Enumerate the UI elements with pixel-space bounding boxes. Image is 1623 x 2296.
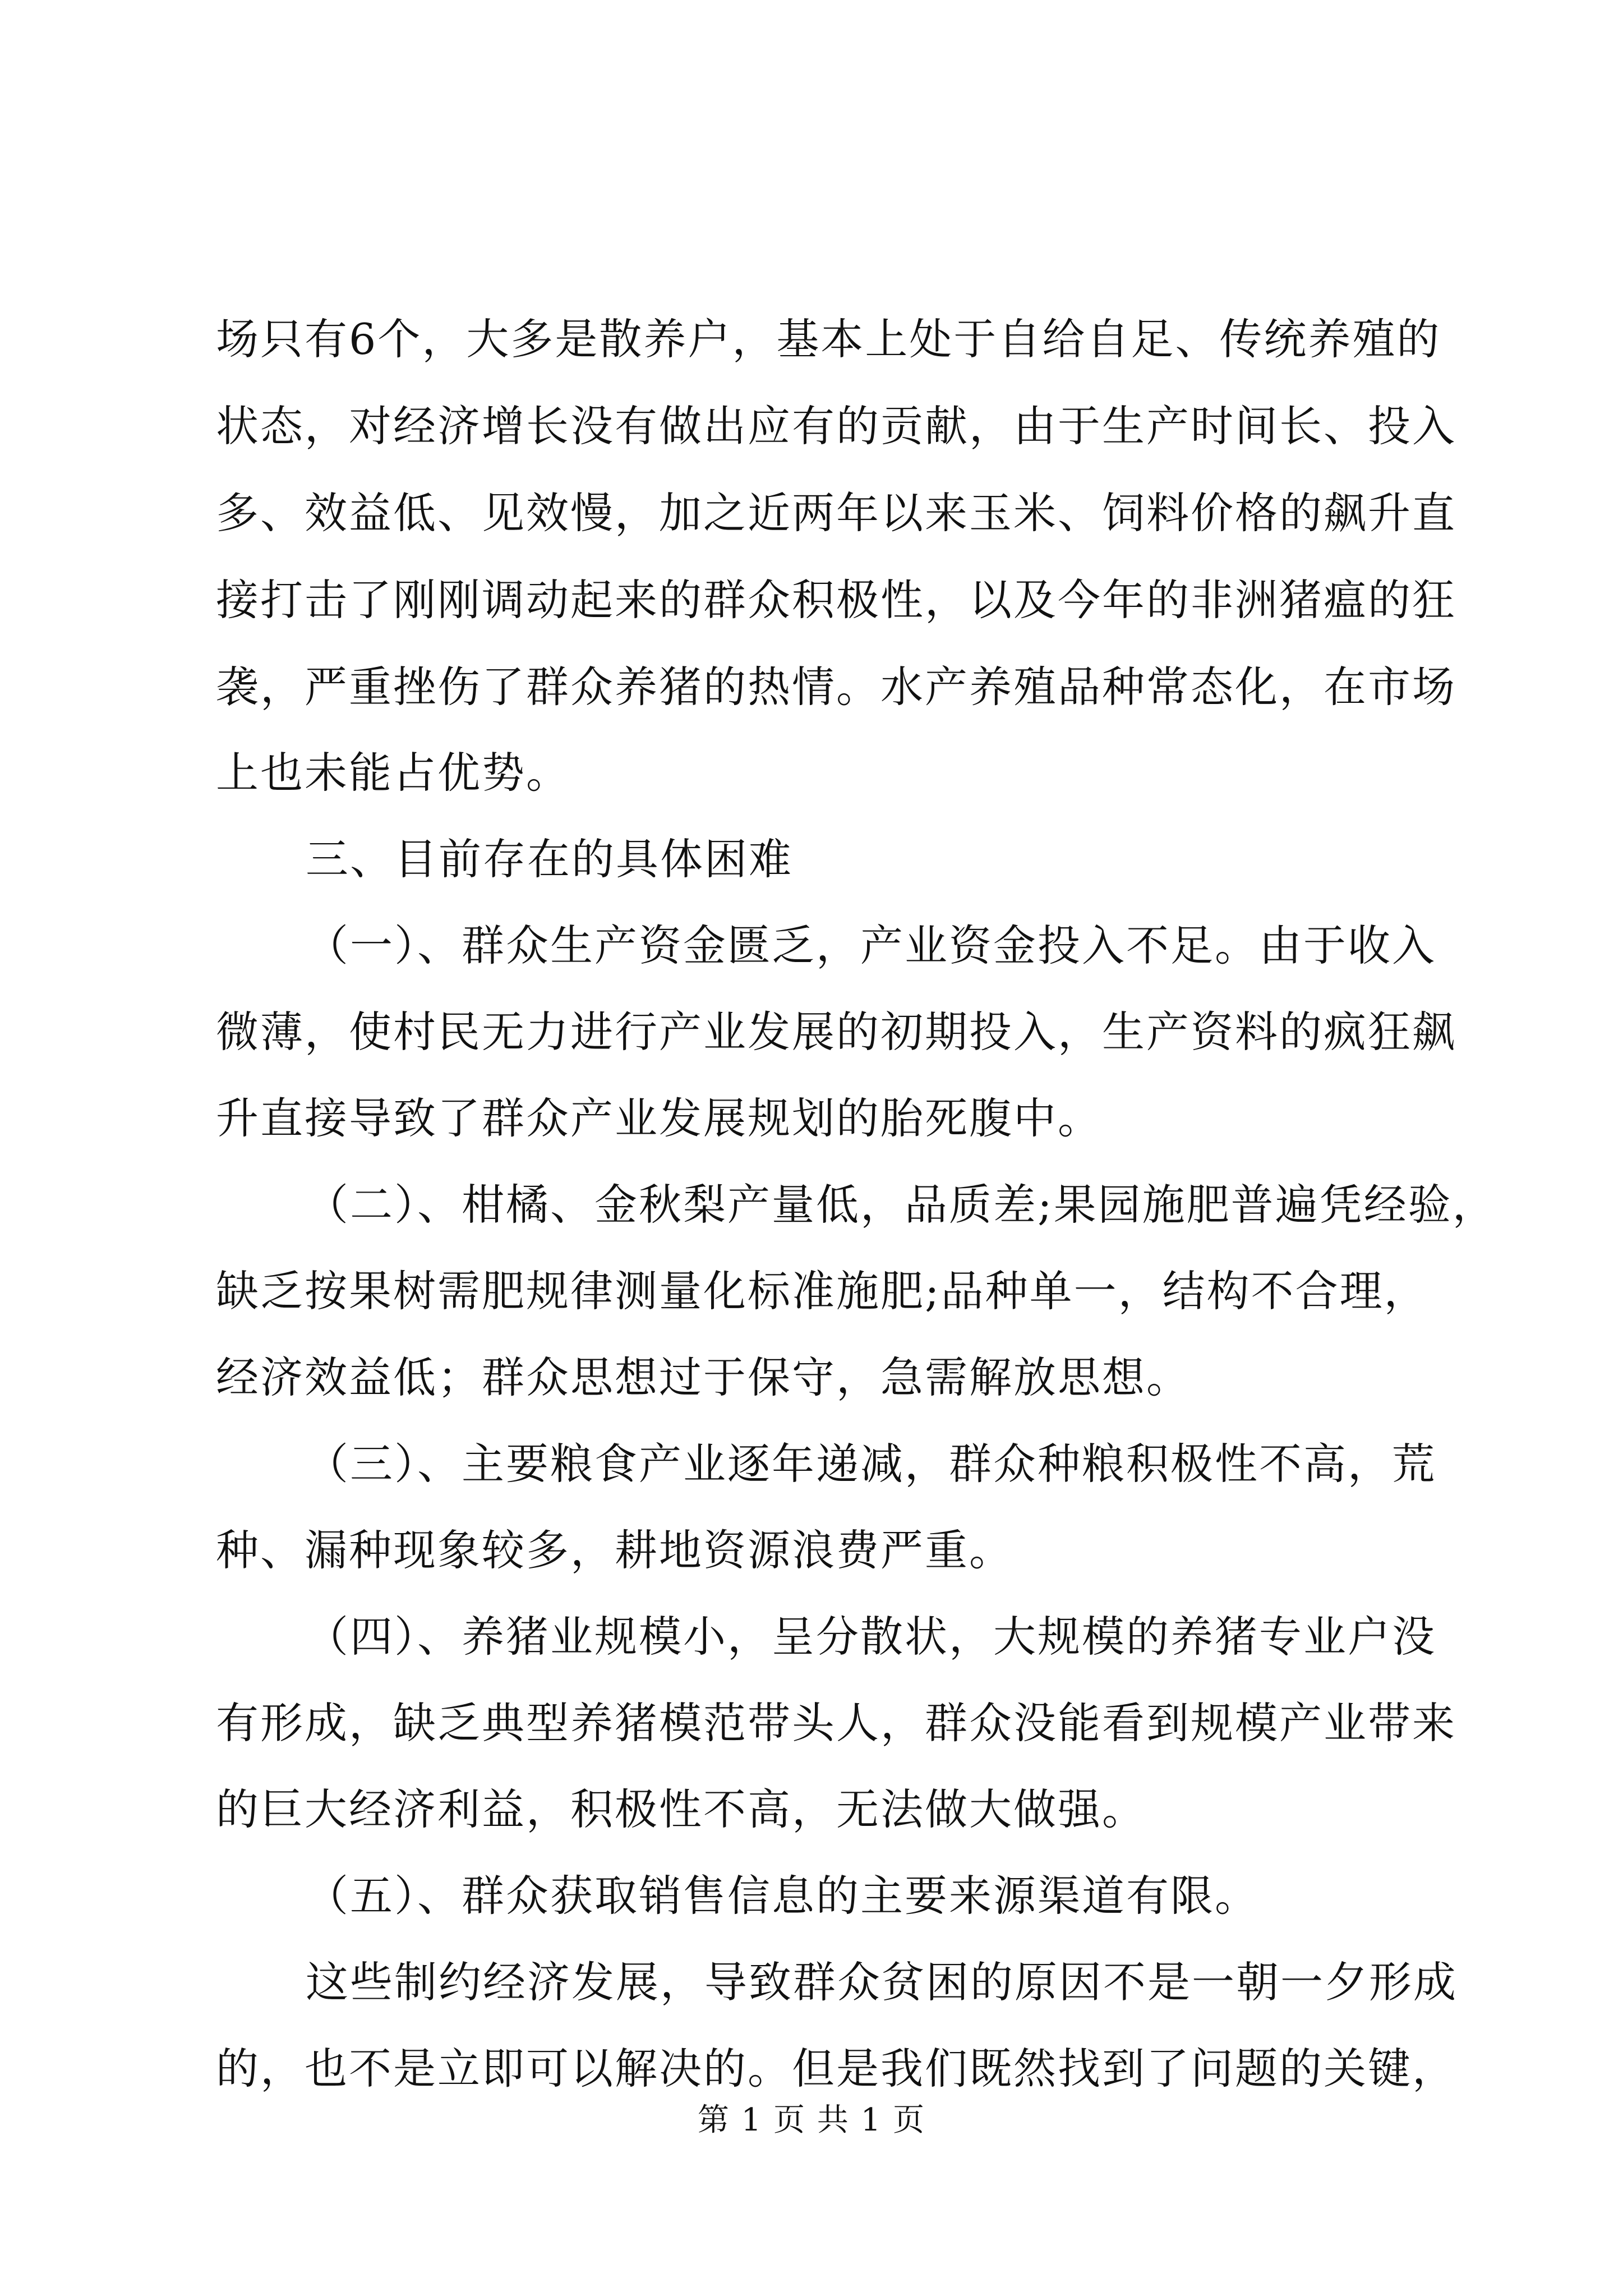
- text-line: 上也未能占优势。: [216, 748, 570, 798]
- text-line: 的，也不是立即可以解决的。但是我们既然找到了问题的关键，: [216, 2044, 1456, 2093]
- text-line: 经济效益低；群众思想过于保守，急需解放思想。: [216, 1352, 1191, 1402]
- text-line: 袭，严重挫伤了群众养猪的热情。水产养殖品种常态化，在市场: [216, 662, 1456, 712]
- text-line: 状态，对经济增长没有做出应有的贡献，由于生产时间长、投入: [216, 401, 1456, 451]
- text-line: 缺乏按果树需肥规律测量化标准施肥;品种单一，结构不合理，: [216, 1266, 1428, 1316]
- page-number-label: 第 1 页 共 1 页: [697, 2102, 926, 2138]
- text-line: 的巨大经济利益，积极性不高，无法做大做强。: [216, 1784, 1146, 1834]
- text-line: 微薄，使村民无力进行产业发展的初期投入，生产资料的疯狂飙: [216, 1007, 1456, 1057]
- text-line: 接打击了刚刚调动起来的群众积极性，以及今年的非洲猪瘟的狂: [216, 575, 1456, 625]
- text-line: （五）、群众获取销售信息的主要来源渠道有限。: [306, 1871, 1259, 1921]
- text-line: （一）、群众生产资金匮乏，产业资金投入不足。由于收入: [306, 921, 1436, 970]
- text-line: 升直接导致了群众产业发展规划的胎死腹中。: [216, 1093, 1102, 1143]
- text-line: 场只有6个，大多是散养户，基本上处于自给自足、传统养殖的: [216, 314, 1441, 364]
- text-line: （二）、柑橘、金秋梨产量低，品质差;果园施肥普遍凭经验，: [306, 1180, 1497, 1230]
- text-line: 种、漏种现象较多，耕地资源浪费严重。: [216, 1525, 1013, 1575]
- page-footer: [0, 2101, 1623, 2140]
- text-line: 多、效益低、见效慢，加之近两年以来玉米、饲料价格的飙升直: [216, 488, 1456, 538]
- section-heading: 三、目前存在的具体困难: [306, 834, 793, 884]
- text-line: 这些制约经济发展，导致群众贫困的原因不是一朝一夕形成: [306, 1957, 1458, 2007]
- text-line: 有形成，缺乏典型养猪模范带头人，群众没能看到规模产业带来: [216, 1698, 1456, 1748]
- text-line: （四）、养猪业规模小，呈分散状，大规模的养猪专业户没: [306, 1612, 1436, 1662]
- text-line: （三）、主要粮食产业逐年递减，群众种粮积极性不高，荒: [306, 1439, 1436, 1489]
